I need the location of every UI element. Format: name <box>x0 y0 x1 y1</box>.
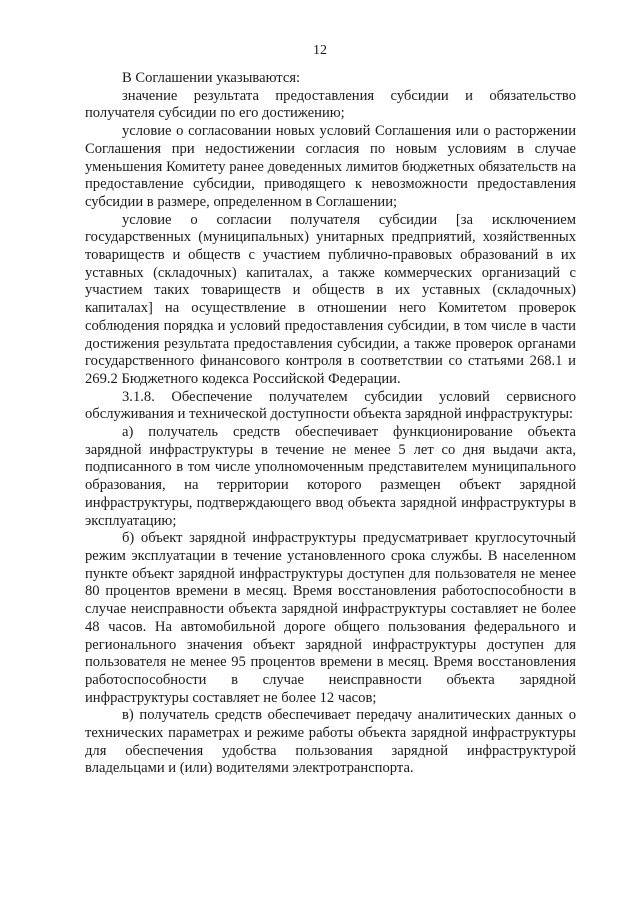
paragraph-item-b: б) объект зарядной инфраструктуры предусматривает круглосуточный режим эксплуатации в течение установленного срока службы. В населенном пункте объект зарядной инфраструктуры доступен для пользователя не менее 80 процентов времени в месяц. Время восстановления работоспособности в случае неисправности объекта зарядной инфраструктуры составляет не более 48 часов. На автомобильной дороге общего пользования федерального и регионального значения объект зарядной инфраструктуры доступен для пользователя не менее 95 процентов времени в месяц. Время восстановления работоспособности в случае неисправности объекта зарядной инфраструктуры составляет не более 12 часов; <box>85 530 576 706</box>
paragraph-item-a: а) получатель средств обеспечивает функционирование объекта зарядной инфраструктуры в течение не менее 5 лет со дня выдачи акта, подписанного в том числе уполномоченным представителем муниципального образования, на территории которого размещен объект зарядной инфраструктуры, подтверждающего ввод объекта зарядной инфраструктуры в эксплуатацию; <box>85 424 576 529</box>
paragraph-agreement-intro: В Соглашении указываются: <box>122 70 301 86</box>
paragraph-inspection-consent: условие о согласии получателя субсидии [за исключением государственных (муниципальных) унитарных предприятий, хозяйственных товариществ и обществ с участием публично-правовых образований в их уставных (складочных) капиталах, а также коммерческих организаций с участием таких товариществ и обществ в их уставных (складочных) капиталах] на осуществление в отношении него Комитетом проверок соблюдения порядка и условий предоставления субсидии, в том числе в части достижения результата предоставления субсидии, а также проверок органами государственного финансового контроля в соответствии со статьями 268.1 и 269.2 Бюджетного кодекса Российской Федерации. <box>85 211 576 387</box>
paragraph-item-v: в) получатель средств обеспечивает передачу аналитических данных о технических параметрах и режиме работы объекта зарядной инфраструктуры для обеспечения удобства пользования зарядной инфраструктурой владельцами и (или) водителями электротранспорта. <box>85 707 576 777</box>
paragraph-subsidy-result: значение результата предоставления субсидии и обязательство получателя субсидии по его достижению; <box>85 87 576 122</box>
document-body <box>85 70 576 778</box>
paragraph-new-terms-condition: условие о согласовании новых условий Соглашения или о расторжении Соглашения при недостижении согласия по новым условиям в случае уменьшения Комитету ранее доведенных лимитов бюджетных обязательств на предоставление субсидии, приводящего к невозможности предоставления субсидии в размере, определенном в Соглашении; <box>85 123 576 210</box>
page-number: 12 <box>313 43 327 58</box>
paragraph-section-3-1-8: 3.1.8. Обеспечение получателем субсидии условий сервисного обслуживания и технической доступности объекта зарядной инфраструктуры: <box>85 388 576 423</box>
